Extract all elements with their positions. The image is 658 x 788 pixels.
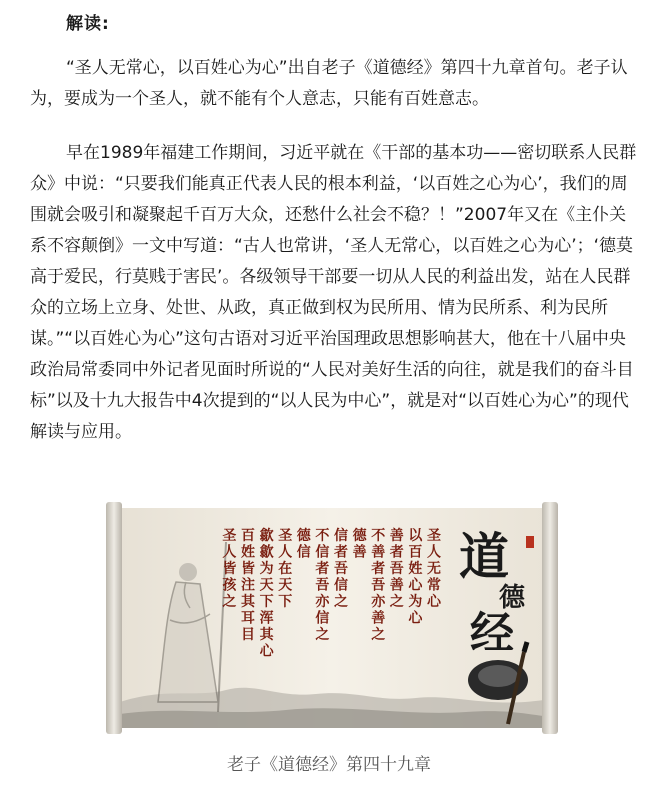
calligraphy-char: 吾 [315, 577, 330, 594]
calligraphy-char: 之 [315, 627, 330, 643]
calligraphy-char: 人 [278, 544, 293, 561]
calligraphy-char: 天 [259, 577, 274, 594]
calligraphy-char: 姓 [241, 544, 255, 561]
calligraphy-char: 圣 [427, 528, 441, 544]
calligraphy-char: 为 [259, 561, 274, 577]
calligraphy-char: 亦 [371, 594, 386, 610]
calligraphy-char: 善 [389, 577, 404, 594]
calligraphy-char: 不 [315, 528, 330, 544]
calligraphy-char: 之 [222, 594, 237, 610]
calligraphy-char: 者 [315, 561, 330, 577]
calligraphy-char: 信 [315, 610, 330, 627]
calligraphy-char: 德 [352, 528, 367, 544]
calligraphy-char: 百 [241, 528, 255, 544]
calligraphy-char: 皆 [241, 561, 255, 577]
paragraph-explanation: 早在1989年福建工作期间，习近平就在《干部的基本功——密切联系人民群众》中说：“只要我们能真正代表人民的根本利益，‘以百姓之心为心’，我们的周围就会吸引和凝聚起千百万大众，还愁什么社会不稳？！”2007年又在《主仆关系不容颠倒》一文中写道：“古人也常讲，‘圣人无常心，以百姓之心为心’；‘德莫高于爱民，行莫贱于害民’。各级领导干部要一切从人民的利益出发，站在人民群众的立场上立身、处世、从政，真正做到权为民所用、情为民所系、利为民所谋。”“以百姓心为心”这句古语对习近平治国理政思想影响甚大，他在十八届中央政治局常委同中外记者见面时所说的“人民对美好生活的向往，就是我们的奋斗目标”以及十九大报告中4次提到的“以人民为中心”，就是对“以百姓心为心”的现代解读与应用。 [30, 143, 637, 442]
calligraphy-char: 歙 [259, 544, 274, 561]
title-char: 经 [470, 608, 514, 659]
calligraphy-char: 在 [278, 561, 293, 577]
calligraphy-char: 信 [296, 544, 311, 561]
calligraphy-char: 心 [408, 610, 423, 627]
calligraphy-char: 信 [334, 577, 348, 594]
calligraphy-char: 吾 [371, 577, 386, 594]
calligraphy-char: 善 [389, 528, 404, 544]
calligraphy-char: 下 [278, 594, 293, 610]
calligraphy-char: 圣 [278, 528, 293, 544]
calligraphy-char: 无 [427, 561, 441, 577]
calligraphy-char: 善 [371, 610, 386, 627]
calligraphy-char: 浑 [259, 610, 274, 627]
calligraphy-char: 注 [241, 577, 255, 594]
calligraphy-char: 歙 [259, 528, 274, 544]
calligraphy-char: 心 [408, 577, 423, 594]
calligraphy-char: 善 [371, 544, 386, 561]
calligraphy-char: 亦 [315, 594, 330, 610]
calligraphy-char: 百 [408, 544, 423, 561]
calligraphy-char: 姓 [408, 561, 423, 577]
calligraphy-char: 者 [334, 544, 348, 561]
calligraphy-char: 孩 [222, 577, 237, 594]
calligraphy-char: 其 [259, 627, 274, 643]
calligraphy-char: 信 [315, 544, 330, 561]
scroll-roller-right [542, 502, 558, 734]
calligraphy-char: 心 [427, 594, 441, 610]
calligraphy-char: 不 [371, 528, 386, 544]
calligraphy-char: 者 [389, 544, 404, 561]
title-char: 道 [459, 527, 509, 586]
calligraphy-char: 德 [296, 528, 311, 544]
calligraphy-char: 以 [408, 528, 423, 544]
calligraphy-char: 下 [259, 594, 274, 610]
calligraphy-char: 人 [222, 544, 237, 561]
image-caption: 老子《道德经》第四十九章 [227, 755, 431, 775]
calligraphy-char: 吾 [389, 561, 404, 577]
calligraphy-char: 人 [427, 544, 441, 561]
calligraphy-char: 信 [334, 528, 348, 544]
section-heading: 解读: [66, 14, 110, 34]
calligraphy-char: 圣 [222, 528, 237, 544]
daodejing-scroll-image [106, 502, 558, 734]
calligraphy-char: 善 [352, 544, 367, 561]
title-char: 德 [498, 583, 526, 613]
calligraphy-char: 耳 [241, 610, 255, 627]
calligraphy-char: 心 [259, 643, 274, 660]
paragraph-intro: “圣人无常心，以百姓心为心”出自老子《道德经》第四十九章首句。老子认为，要成为一个圣人，就不能有个人意志，只能有百姓意志。 [30, 58, 628, 109]
calligraphy-char: 皆 [222, 561, 237, 577]
calligraphy-char: 之 [389, 594, 404, 610]
calligraphy-char: 之 [334, 594, 348, 610]
calligraphy-char: 吾 [334, 561, 348, 577]
calligraphy-char: 者 [371, 561, 386, 577]
scroll-roller-left [106, 502, 122, 734]
calligraphy-char: 天 [278, 577, 293, 594]
calligraphy-char: 其 [241, 594, 255, 610]
red-seal [526, 536, 534, 548]
calligraphy-char: 常 [427, 577, 441, 594]
calligraphy-char: 之 [371, 627, 386, 643]
calligraphy-char: 目 [241, 627, 255, 643]
calligraphy-char: 为 [408, 594, 423, 610]
